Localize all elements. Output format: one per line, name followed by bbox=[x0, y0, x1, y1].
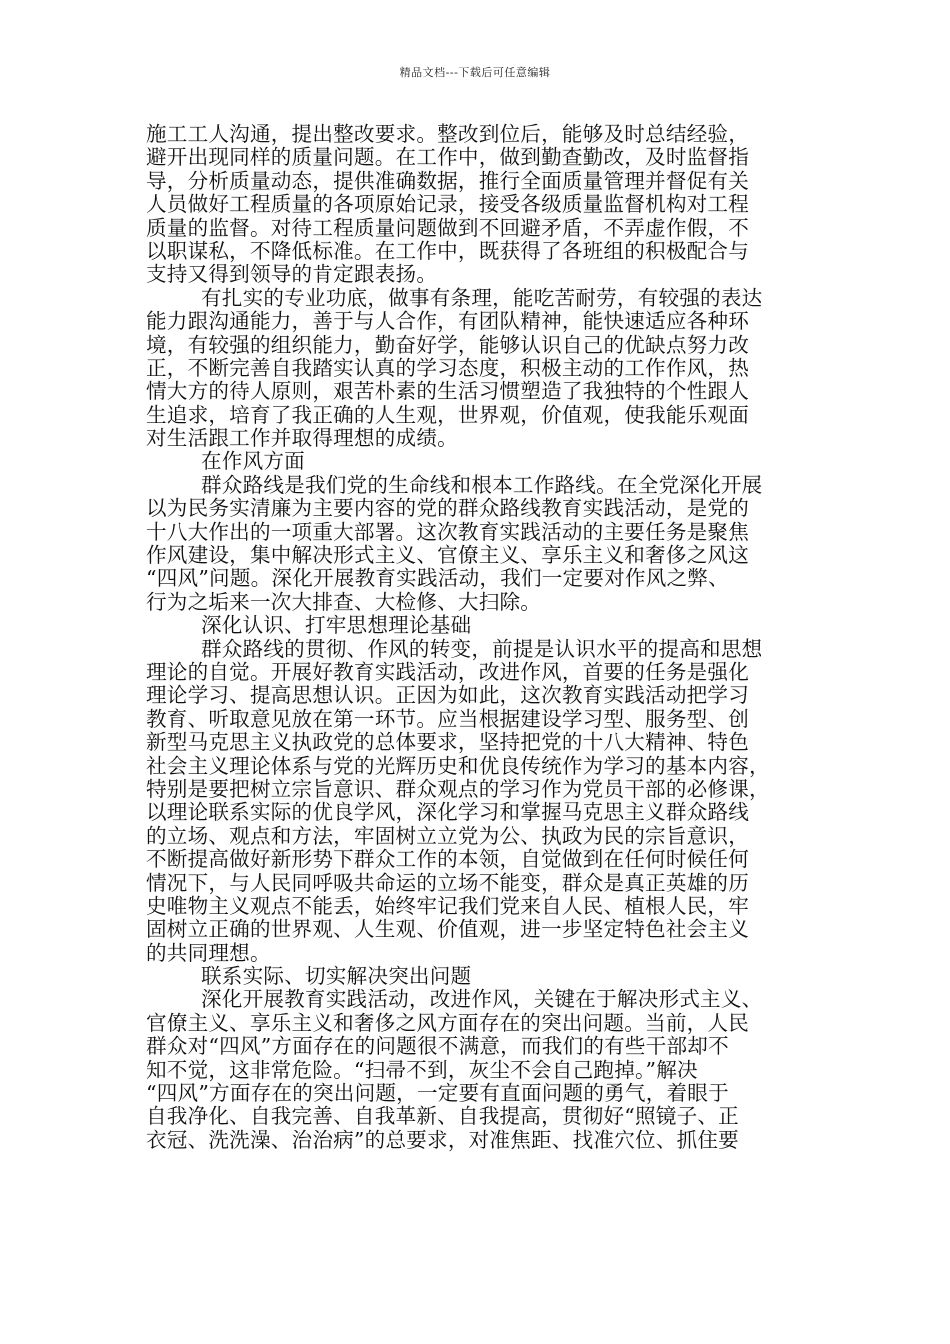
text-line: 的共同理想。 bbox=[146, 940, 271, 965]
text-line: 理论的自觉。开展好教育实践活动，改进作风，首要的任务是强化 bbox=[146, 659, 750, 684]
text-line: 以为民务实清廉为主要内容的党的群众路线教育实践活动，是党的 bbox=[146, 496, 750, 521]
text-line: “四风”方面存在的突出问题，一定要有直面问题的勇气，着眼于 bbox=[146, 1081, 729, 1106]
text-line: 正，不断完善自我踏实认真的学习态度，积极主动的工作作风，热 bbox=[146, 355, 750, 380]
text-line: 自我净化、自我完善、自我革新、自我提高，贯彻好“照镜子、正 bbox=[146, 1104, 739, 1129]
document-body bbox=[146, 123, 814, 1152]
text-line: 特别是要把树立宗旨意识、群众观点的学习作为党员干部的必修课， bbox=[146, 776, 770, 801]
paragraph-first-line: 群众路线是我们党的生命线和根本工作路线。在全党深化开展 bbox=[201, 472, 763, 497]
text-line: 情大方的待人原则，艰苦朴素的生活习惯塑造了我独特的个性跟人 bbox=[146, 379, 750, 404]
text-line: 对生活跟工作并取得理想的成绩。 bbox=[146, 426, 458, 451]
text-line: 行为之垢来一次大排查、大检修、大扫除。 bbox=[146, 589, 542, 614]
text-line: 导，分析质量动态，提供准确数据，推行全面质量管理并督促有关 bbox=[146, 168, 750, 193]
text-line: 生追求，培育了我正确的人生观，世界观，价值观，使我能乐观面 bbox=[146, 402, 750, 427]
text-line: 固树立正确的世界观、人生观、价值观，进一步坚定特色社会主义 bbox=[146, 917, 750, 942]
text-line: 支持又得到领导的肯定跟表扬。 bbox=[146, 262, 438, 287]
text-line: 以理论联系实际的优良学风，深化学习和掌握马克思主义群众路线 bbox=[146, 800, 750, 825]
text-line: 作风建设，集中解决形式主义、官僚主义、享乐主义和奢侈之风这 bbox=[146, 543, 750, 568]
paragraph-first-line: 深化开展教育实践活动，改进作风，关键在于解决形式主义、 bbox=[201, 987, 763, 1012]
text-line: “四风”问题。深化开展教育实践活动，我们一定要对作风之弊、 bbox=[146, 566, 729, 591]
text-line: 官僚主义、享乐主义和奢侈之风方面存在的突出问题。当前，人民 bbox=[146, 1010, 750, 1035]
text-line: 社会主义理论体系与党的光辉历史和优良传统作为学习的基本内容， bbox=[146, 753, 770, 778]
paragraph-first-line: 在作风方面 bbox=[201, 449, 305, 474]
text-line: 的立场、观点和方法，牢固树立立党为公、执政为民的宗旨意识， bbox=[146, 823, 750, 848]
text-line: 知不觉，这非常危险。“扫帚不到，灰尘不会自己跑掉。”解决 bbox=[146, 1057, 698, 1082]
text-line: 能力跟沟通能力，善于与人合作，有团队精神，能快速适应各种环 bbox=[146, 309, 750, 334]
text-line: 十八大作出的一项重大部署。这次教育实践活动的主要任务是聚焦 bbox=[146, 519, 750, 544]
text-line: 理论学习、提高思想认识。正因为如此，这次教育实践活动把学习 bbox=[146, 683, 750, 708]
text-line: 人员做好工程质量的各项原始记录，接受各级质量监督机构对工程 bbox=[146, 192, 750, 217]
text-line: 群众对“四风”方面存在的问题很不满意，而我们的有些干部却不 bbox=[146, 1034, 729, 1059]
paragraph-first-line: 有扎实的专业功底，做事有条理，能吃苦耐劳，有较强的表达 bbox=[201, 285, 763, 310]
text-line: 教育、听取意见放在第一环节。应当根据建设学习型、服务型、创 bbox=[146, 706, 750, 731]
text-line: 施工工人沟通，提出整改要求。整改到位后，能够及时总结经验， bbox=[146, 122, 750, 146]
text-line: 质量的监督。对待工程质量问题做到不回避矛盾，不弄虚作假，不 bbox=[146, 215, 750, 240]
paragraph-first-line: 群众路线的贯彻、作风的转变，前提是认识水平的提高和思想 bbox=[201, 636, 763, 661]
paragraph-first-line: 联系实际、切实解决突出问题 bbox=[201, 964, 472, 989]
text-line: 衣冠、洗洗澡、治治病”的总要求，对准焦距、找准穴位、抓住要 bbox=[146, 1127, 739, 1152]
text-line: 不断提高做好新形势下群众工作的本领，自觉做到在任何时候任何 bbox=[146, 847, 750, 872]
text-line: 避开出现同样的质量问题。在工作中，做到勤查勤改，及时监督指 bbox=[146, 145, 750, 170]
text-line: 以职谋私，不降低标准。在工作中，既获得了各班组的积极配合与 bbox=[146, 238, 750, 263]
page-header: 精品文档---下载后可任意编辑 bbox=[399, 66, 551, 79]
text-line: 新型马克思主义执政党的总体要求，坚持把党的十八大精神、特色 bbox=[146, 730, 750, 755]
text-line: 情况下，与人民同呼吸共命运的立场不能变，群众是真正英雄的历 bbox=[146, 870, 750, 895]
paragraph-first-line: 深化认识、打牢思想理论基础 bbox=[201, 613, 472, 638]
text-line: 境，有较强的组织能力，勤奋好学，能够认识自己的优缺点努力改 bbox=[146, 332, 750, 357]
text-line: 史唯物主义观点不能丢，始终牢记我们党来自人民、植根人民，牢 bbox=[146, 893, 750, 918]
